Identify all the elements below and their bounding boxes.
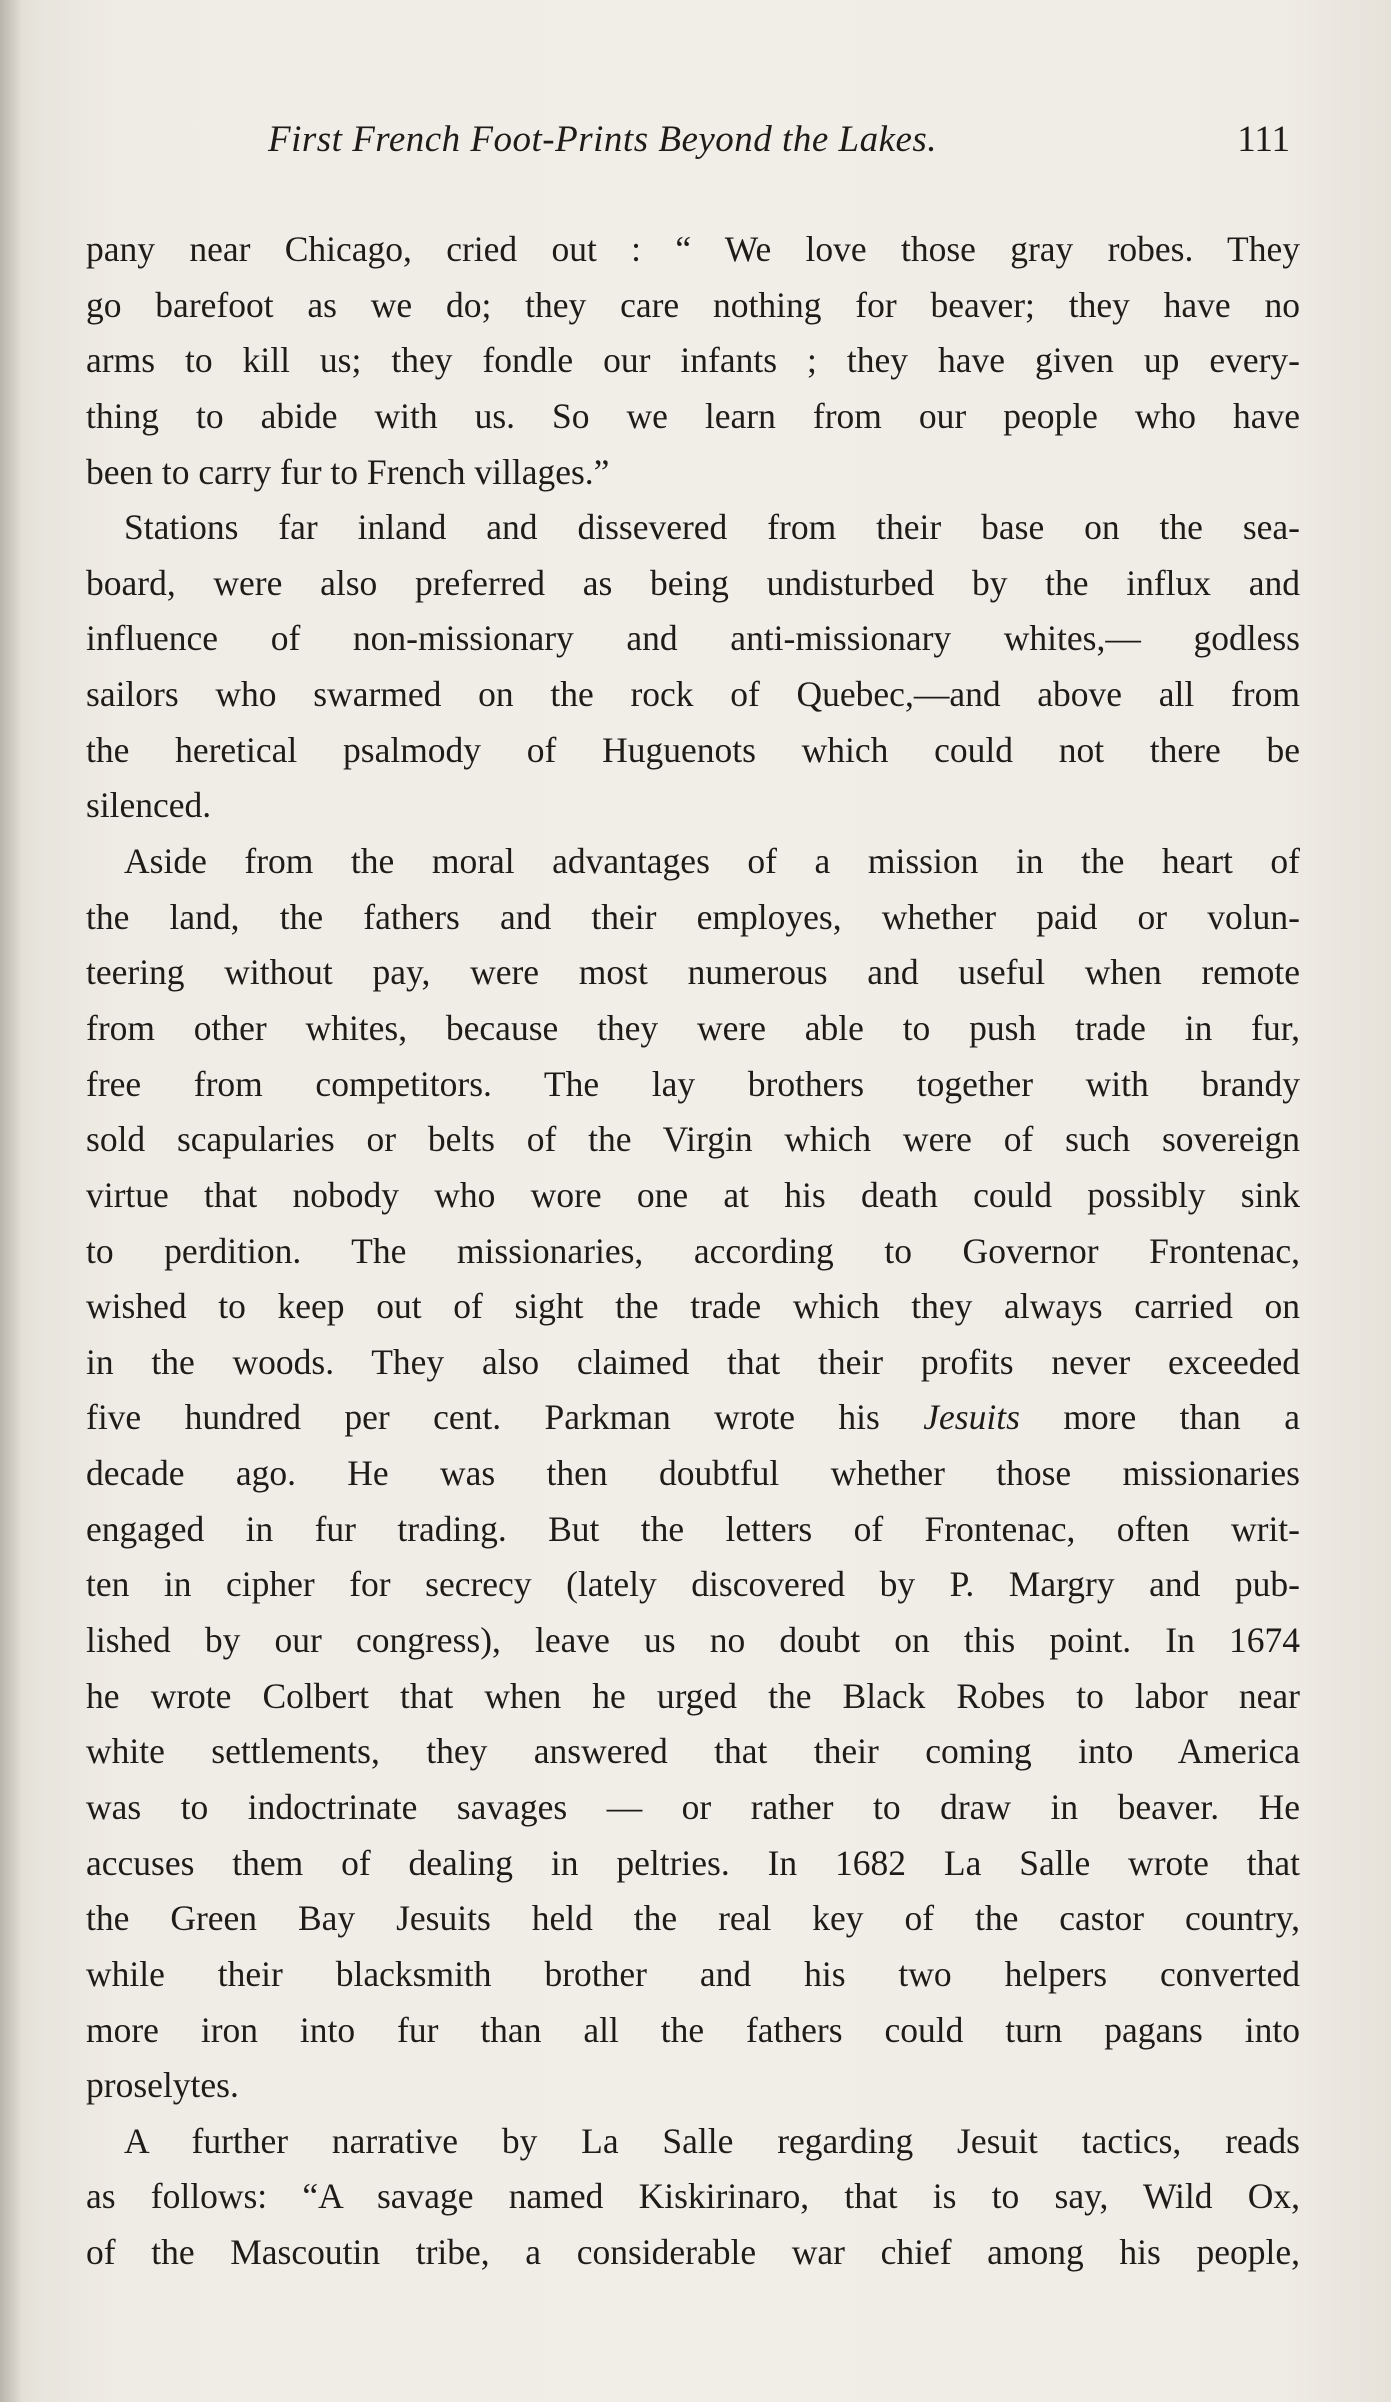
text-line: silenced. xyxy=(86,785,212,826)
text-line: A further narrative by La Salle regarding Jesuit tactics, reads xyxy=(124,2120,1300,2161)
body-text xyxy=(86,222,1300,2281)
text-line: sailors who swarmed on the rock of Quebec,—and above all from xyxy=(86,674,1300,715)
page-number: 111 xyxy=(1237,119,1290,160)
text-line: the land, the fathers and their employes, whether paid or volun- xyxy=(86,896,1300,937)
text-line: go barefoot as we do; they care nothing for beaver; they have no xyxy=(86,284,1300,325)
page-header xyxy=(90,118,1290,168)
text-line: virtue that nobody who wore one at his death could possibly sink xyxy=(86,1174,1300,1215)
text-line: decade ago. He was then doubtful whether those missionaries xyxy=(86,1453,1300,1494)
running-title: First French Foot-Prints Beyond the Lakes. xyxy=(268,119,938,160)
text-line: was to indoctrinate savages — or rather to draw in beaver. He xyxy=(86,1786,1300,1827)
text-line: ten in cipher for secrecy (lately discovered by P. Margry and pub- xyxy=(86,1564,1300,1605)
text-line: pany near Chicago, cried out : “ We love those gray robes. They xyxy=(86,229,1300,269)
text-line: board, were also preferred as being undisturbed by the influx and xyxy=(86,562,1300,603)
text-line: of the Mascoutin tribe, a considerable war chief among his people, xyxy=(86,2232,1300,2273)
binding-shadow xyxy=(0,0,22,2402)
text-line: arms to kill us; they fondle our infants ; they have given up every- xyxy=(86,340,1300,381)
text-segment: five hundred per cent. Parkman wrote his xyxy=(86,1397,924,1438)
text-line: in the woods. They also claimed that their profits never exceeded xyxy=(86,1341,1300,1382)
text-line: proselytes. xyxy=(86,2065,239,2106)
text-line: the Green Bay Jesuits held the real key of the castor country, xyxy=(86,1898,1300,1939)
italic-title: Jesuits xyxy=(923,1397,1020,1438)
text-line: wished to keep out of sight the trade which they always carried on xyxy=(86,1286,1300,1327)
text-line: as follows: “A savage named Kiskirinaro, that is to say, Wild Ox, xyxy=(86,2176,1300,2217)
text-line: he wrote Colbert that when he urged the Black Robes to labor near xyxy=(86,1675,1300,1716)
text-line: sold scapularies or belts of the Virgin which were of such sovereign xyxy=(86,1119,1300,1160)
text-line: to perdition. The missionaries, according to Governor Frontenac, xyxy=(86,1230,1300,1271)
text-line xyxy=(86,1390,1300,1446)
text-line: lished by our congress), leave us no doubt on this point. In 1674 xyxy=(86,1620,1300,1661)
text-segment: more than a xyxy=(1019,1397,1300,1438)
text-line: free from competitors. The lay brothers together with brandy xyxy=(86,1063,1300,1104)
text-line: white settlements, they answered that their coming into America xyxy=(86,1731,1300,1772)
text-line: the heretical psalmody of Huguenots which could not there be xyxy=(86,729,1300,770)
text-line: been to carry fur to French villages.” xyxy=(86,451,610,492)
text-line: influence of non-missionary and anti-missionary whites,— godless xyxy=(86,618,1300,659)
text-line: more iron into fur than all the fathers could turn pagans into xyxy=(86,2009,1300,2050)
text-line: Aside from the moral advantages of a mission in the heart of xyxy=(124,841,1300,882)
text-line: teering without pay, were most numerous and useful when remote xyxy=(86,952,1300,993)
text-line: Stations far inland and dissevered from their base on the sea- xyxy=(124,507,1300,548)
text-line: thing to abide with us. So we learn from our people who have xyxy=(86,395,1300,436)
text-line: from other whites, because they were able to push trade in fur, xyxy=(86,1007,1300,1048)
text-line: engaged in fur trading. But the letters of Frontenac, often writ- xyxy=(86,1508,1300,1549)
text-line: while their blacksmith brother and his two helpers converted xyxy=(86,1953,1300,1994)
text-line: accuses them of dealing in peltries. In 1682 La Salle wrote that xyxy=(86,1842,1300,1883)
